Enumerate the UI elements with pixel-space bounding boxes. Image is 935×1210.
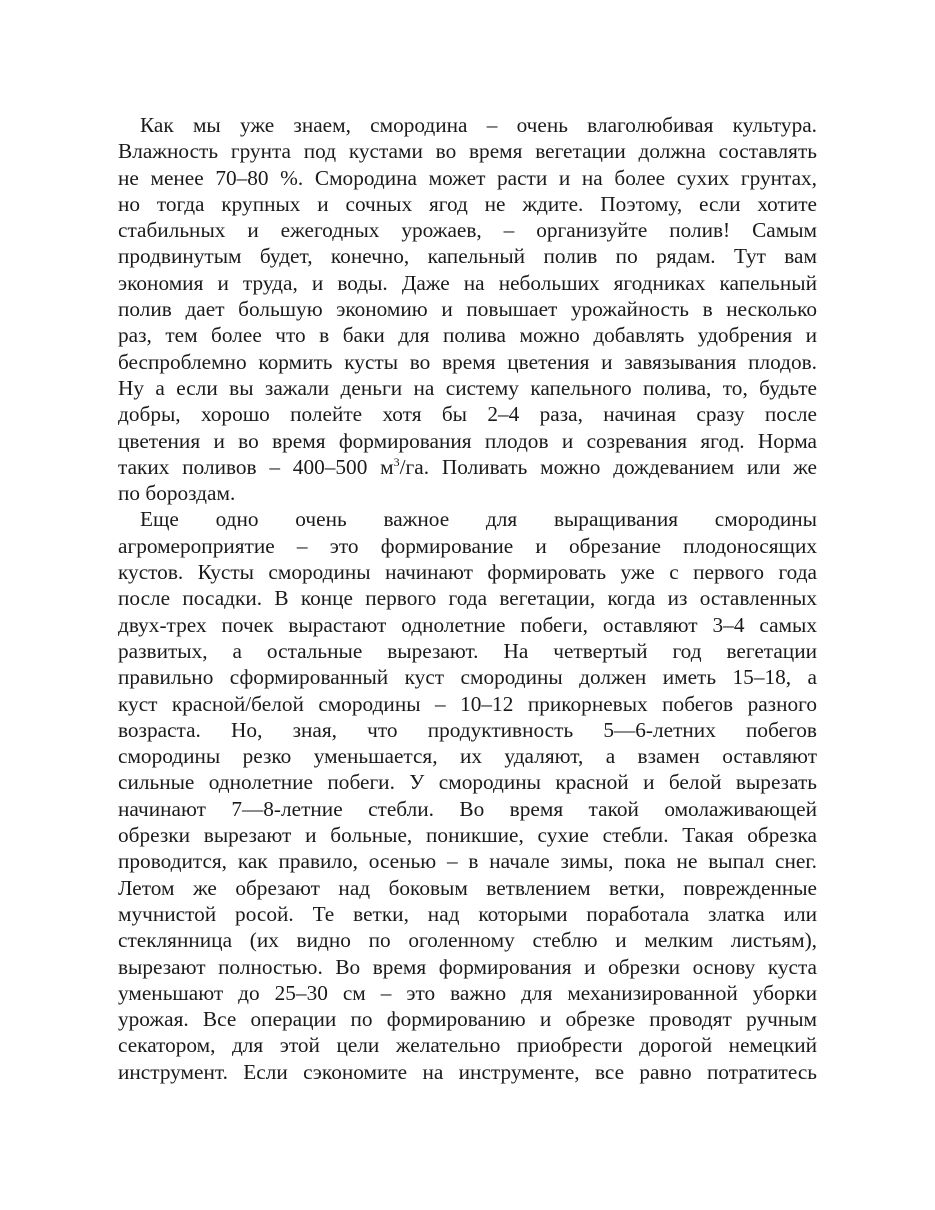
text-line: стеклянница (их видно по оголенному стеблю и мелким листьям), <box>118 928 817 953</box>
text-line: кустов. Кусты смородины начинают формировать уже с первого года <box>118 560 817 585</box>
text-line: добры, хорошо полейте хотя бы 2–4 раза, начиная сразу после <box>118 402 817 427</box>
text-line: Как мы уже знаем, смородина – очень влаголюбивая культура. <box>140 113 817 137</box>
text-line: развитых, а остальные вырезают. На четвертый год вегетации <box>118 638 817 663</box>
text-line: но тогда крупных и сочных ягод не ждите. Поэтому, если хотите <box>118 191 817 216</box>
text-line: Влажность грунта под кустами во время вегетации должна составлять <box>118 139 817 164</box>
text-line: экономия и труда, и воды. Даже на небольших ягодниках капельный <box>118 270 817 295</box>
text-line: возраста. Но, зная, что продуктивность 5—6-летних побегов <box>118 717 817 742</box>
text-line: начинают 7—8-летние стебли. Во время такой омолаживающей <box>118 796 817 821</box>
text-line: стабильных и ежегодных урожаев, – организуйте полив! Самым <box>118 218 817 243</box>
text-line: обрезки вырезают и больные, поникшие, сухие стебли. Такая обрезка <box>118 823 817 848</box>
body-text <box>118 112 817 1085</box>
text-line: уменьшают до 25–30 см – это важно для механизированной уборки <box>118 980 817 1005</box>
text-line: цветения и во время формирования плодов и созревания ягод. Норма <box>118 428 817 453</box>
text-fragment: таких поливов – 400–500 м <box>118 454 394 479</box>
text-line: беспроблемно кормить кусты во время цветения и завязывания плодов. <box>118 349 817 374</box>
text-line: инструмент. Если сэкономите на инструменте, все равно потратитесь <box>118 1059 817 1084</box>
text-line: Ну а если вы зажали деньги на систему капельного полива, то, будьте <box>118 375 817 400</box>
text-line: мучнистой росой. Те ветки, над которыми поработала златка или <box>118 901 817 926</box>
text-line: смородины резко уменьшается, их удаляют, а взамен оставляют <box>118 744 817 769</box>
text-line: раз, тем более что в баки для полива можно добавлять удобрения и <box>118 323 817 348</box>
paragraph-watering <box>118 112 817 506</box>
text-line: по бороздам. <box>118 481 236 506</box>
text-line: сильные однолетние побеги. У смородины красной и белой вырезать <box>118 770 817 795</box>
text-line: куст красной/белой смородины – 10–12 прикорневых побегов разного <box>118 691 817 716</box>
text-line: продвинутым будет, конечно, капельный полив по рядам. Тут вам <box>118 244 817 269</box>
text-line: вырезают полностью. Во время формирования и обрезки основу куста <box>118 954 817 979</box>
text-line: полив дает большую экономию и повышает урожайность в несколько <box>118 297 817 322</box>
text-line: Еще одно очень важное для выращивания смородины <box>140 507 817 532</box>
text-line: проводится, как правило, осенью – в начале зимы, пока не выпал снег. <box>118 849 817 874</box>
text-line: после посадки. В конце первого года вегетации, когда из оставленных <box>118 586 817 611</box>
superscript: 3 <box>393 454 400 469</box>
text-fragment: /га. Поливать можно дождеванием или же <box>399 454 818 479</box>
text-line-with-superscript <box>118 454 817 480</box>
text-line: Летом же обрезают над боковым ветвлением ветки, поврежденные <box>118 875 817 900</box>
text-line: секатором, для этой цели желательно приобрести дорогой немецкий <box>118 1033 817 1058</box>
text-line: не менее 70–80 %. Смородина может расти и на более сухих грунтах, <box>118 165 817 190</box>
text-line: агромероприятие – это формирование и обрезание плодоносящих <box>118 533 817 558</box>
text-line: двух-трех почек вырастают однолетние побеги, оставляют 3–4 самых <box>118 612 817 637</box>
text-line: правильно сформированный куст смородины должен иметь 15–18, а <box>118 665 817 690</box>
paragraph-pruning <box>118 506 817 1085</box>
text-line: урожая. Все операции по формированию и обрезке проводят ручным <box>118 1007 817 1032</box>
